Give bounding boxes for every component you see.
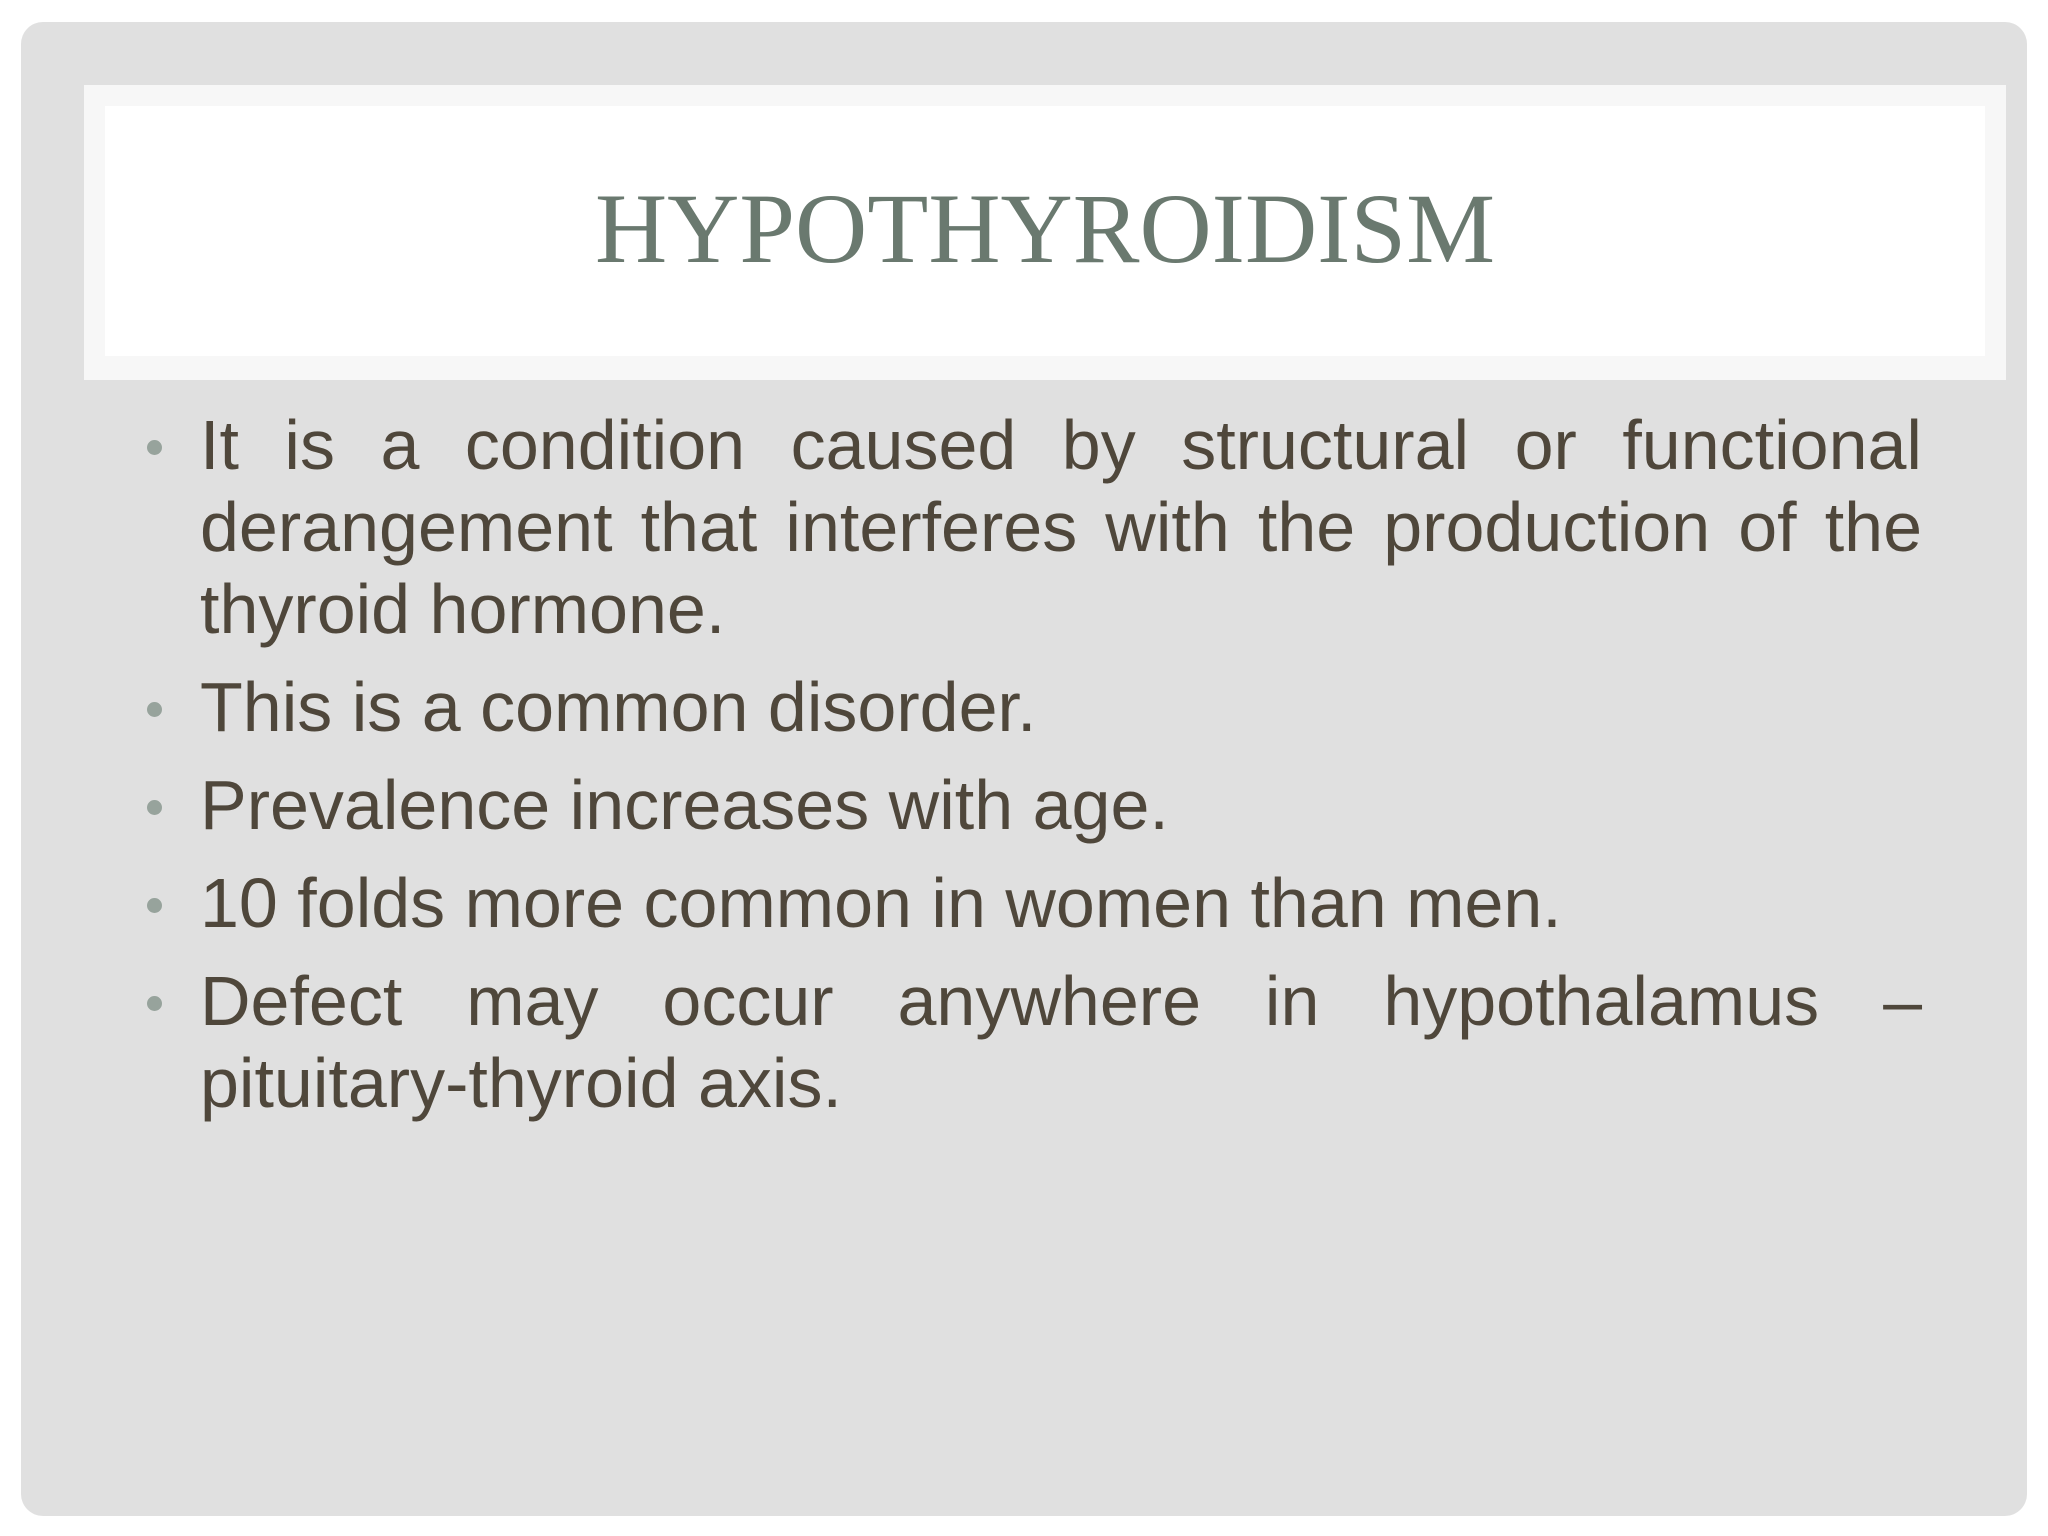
bullet-item [200,862,1922,944]
title-band [84,85,2006,380]
bullet-item [200,666,1922,748]
bullet-item [200,764,1922,846]
bullet-item [200,404,1922,650]
bullet-icon [147,702,162,717]
bullet-item [200,960,1922,1124]
bullet-text: This is a common disorder. [200,668,1037,746]
bullet-text: It is a condition caused by structural or functional derangement that interferes with the production of the thyroid hormone. [200,406,1922,648]
bullet-text: Defect may occur anywhere in hypothalamus – pituitary-thyroid axis. [200,962,1922,1122]
slide-title: HYPOTHYROIDISM [594,172,1496,284]
bullet-icon [147,800,162,815]
bullet-text: Prevalence increases with age. [200,766,1169,844]
bullet-icon [147,898,162,913]
bullet-icon [147,440,162,455]
title-box [105,106,1985,356]
bullet-list [200,404,1922,1140]
bullet-text: 10 folds more common in women than men. [200,864,1562,942]
bullet-icon [147,996,162,1011]
